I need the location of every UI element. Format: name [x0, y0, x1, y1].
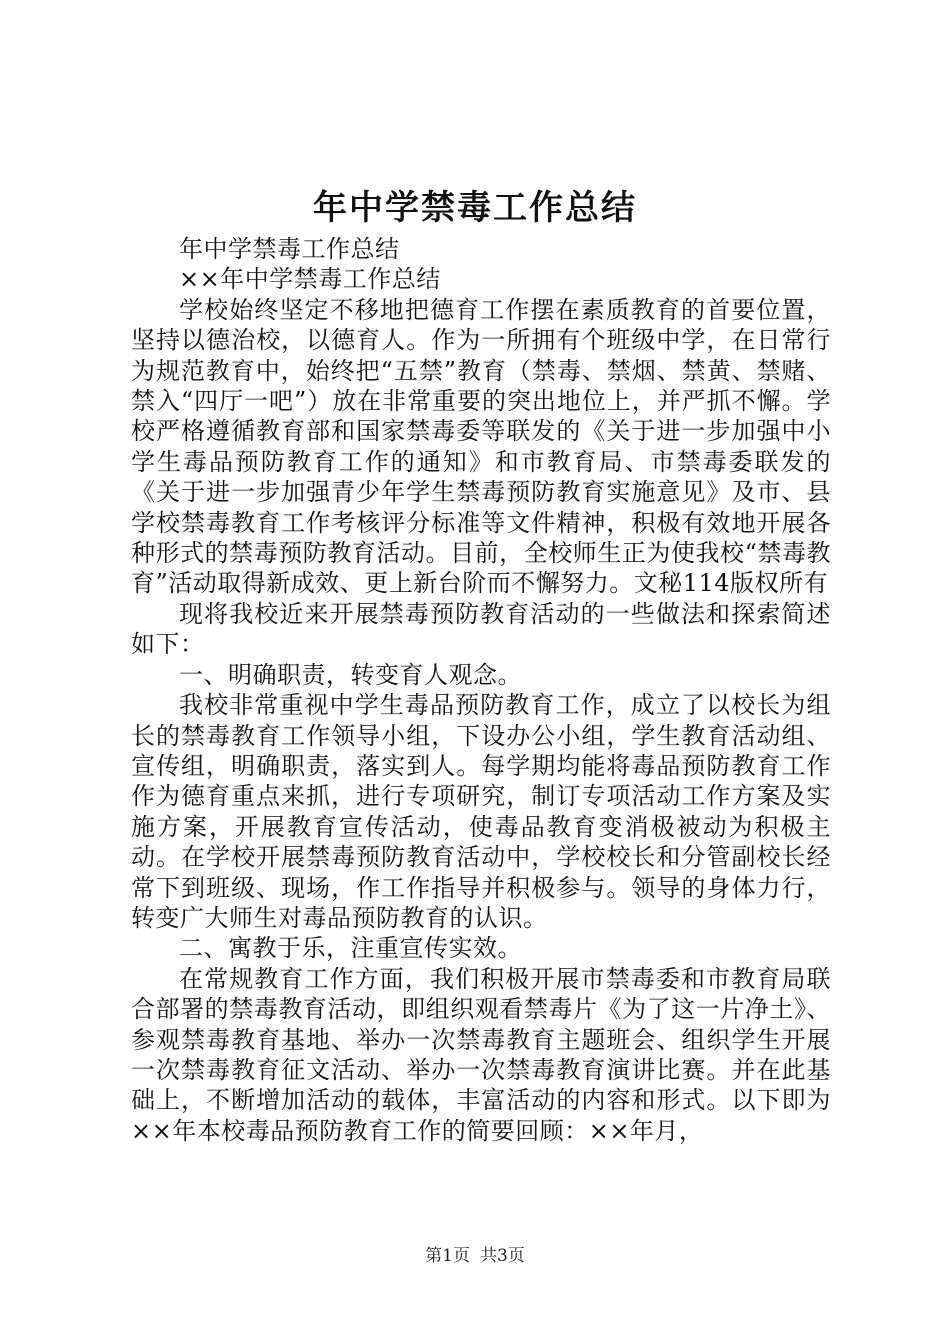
paragraph-subtitle: 年中学禁毒工作总结: [179, 235, 400, 263]
paragraph-section-two: 在常规教育工作方面，我们积极开展市禁毒委和市教育局联合部署的禁毒教育活动，即组织观看禁毒片《为了这一片净土》、参观禁毒教育基地、举办一次禁毒教育主题班会、组织学生开展一次禁毒教育征文活动、举办一次禁毒教育演讲比赛。并在此基础上，不断增加活动的载体，丰富活动的内容和形式。以下即为××年本校毒品预防教育工作的简要回顾：××年月，: [131, 964, 831, 1145]
page-total: 共3页: [480, 1246, 525, 1266]
page-footer: [0, 1244, 950, 1268]
page-number: 第1页: [425, 1246, 470, 1266]
section-heading-two: 二、寓教于乐，注重宣传实效。: [179, 934, 522, 963]
section-heading-one: 一、明确职责，转变育人观念。: [179, 660, 522, 689]
paragraph-section-one: 我校非常重视中学生毒品预防教育工作，成立了以校长为组长的禁毒教育工作领导小组，下设办公小组，学生教育活动组、宣传组，明确职责，落实到人。每学期均能将毒品预防教育工作作为德育重点来抓，进行专项研究，制订专项活动工作方案及实施方案，开展教育宣传活动，使毒品教育变消极被动为积极主动。在学校开展禁毒预防教育活动中，学校校长和分管副校长经常下到班级、现场，作工作指导并积极参与。领导的身体力行，转变广大师生对毒品预防教育的认识。: [131, 691, 831, 932]
paragraph-heading: ××年中学禁毒工作总结: [179, 265, 441, 294]
paragraph-intro: 学校始终坚定不移地把德育工作摆在素质教育的首要位置，坚持以德治校，以德育人。作为一所拥有个班级中学，在日常行为规范教育中，始终把“五禁”教育（禁毒、禁烟、禁黄、禁赌、禁入“四厅一吧”）放在非常重要的突出地位上，并严抓不懈。学校严格遵循教育部和国家禁毒委等联发的《关于进一步加强中小学生毒品预防教育工作的通知》和市教育局、市禁毒委联发的《关于进一步加强青少年学生禁毒预防教育实施意见》及市、县学校禁毒教育工作考核评分标准等文件精神，积极有效地开展各种形式的禁毒预防教育活动。目前，全校师生正为使我校“禁毒教育”活动取得新成效、更上新台阶而不懈努力。文秘114版权所有: [131, 295, 831, 598]
paragraph-overview: 现将我校近来开展禁毒预防教育活动的一些做法和探索简述如下：: [131, 599, 831, 659]
document-title: 年中学禁毒工作总结: [313, 188, 637, 228]
document-body: [131, 234, 831, 1146]
